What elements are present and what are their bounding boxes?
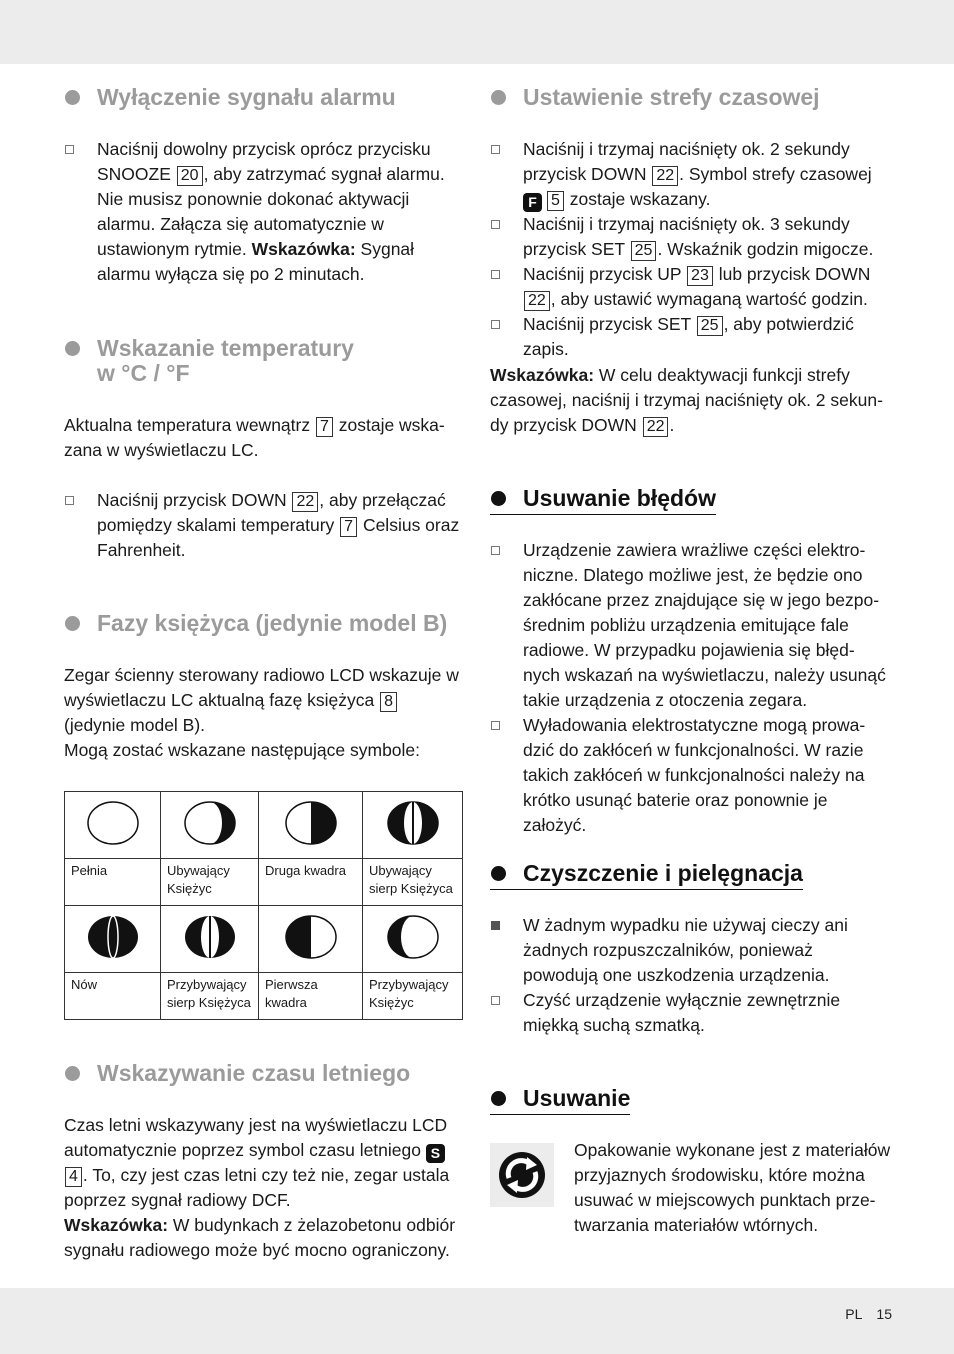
page-footer [831, 1306, 892, 1322]
note-paragraph: Wskazówka: W celu deaktywacji funkcji strefy czasowej, naciśnij i trzymaj naciśnięty ok. 2 sekun- dy przycisk DOWN 22 . [490, 365, 883, 435]
moon-label: Ubywający Księżyc [161, 859, 259, 906]
moon-label: Pierwsza kwadra [259, 973, 363, 1020]
list [490, 913, 890, 1038]
reference-number: 25 [697, 316, 723, 336]
page-number: 15 [876, 1306, 892, 1322]
reference-number: 4 [65, 1167, 82, 1187]
section-title: Wskazanie temperatury w °C / °F [64, 336, 464, 386]
list [490, 137, 890, 362]
waxing-gibbous-icon [386, 914, 440, 960]
checkbox-bullet-icon [491, 546, 500, 555]
moon-phase-table [64, 791, 463, 1020]
new-moon-icon [86, 914, 140, 960]
list [490, 538, 890, 838]
language-code: PL [845, 1306, 863, 1322]
section-title: Ustawienie strefy czasowej [490, 85, 890, 110]
moon-label: Nów [65, 973, 161, 1020]
moon-label: Ubywający sierp Księżyca [363, 859, 463, 906]
section-title: Wskazywanie czasu letniego [64, 1061, 464, 1086]
bullet-dot-icon [65, 1066, 80, 1081]
waning-gibbous-icon [183, 800, 237, 846]
bullet-dot-icon [65, 341, 80, 356]
reference-number: 22 [524, 291, 550, 311]
bullet-dot-icon [65, 616, 80, 631]
reference-number: 23 [687, 266, 713, 286]
section-summer-time [64, 1061, 464, 1086]
full-moon-icon [86, 800, 140, 846]
list-item: Urządzenie zawiera wrażliwe części elektro- niczne. Dlatego możliwe jest, że będzie ono zakłócane przez znajdujące się w jego bezpo- średnim pobliżu urządzenia emitujące fale radiowe. W przypadku pojawienia się błęd- nych wskazań na wyświetlaczu, należy usunąć takie urządzenia z otoczenia zegara. [490, 538, 890, 713]
section-moon-phases [64, 611, 464, 636]
reference-number: 22 [643, 417, 669, 437]
time-zone-symbol: F [523, 193, 542, 212]
filled-square-bullet-icon [491, 921, 500, 930]
waning-crescent-icon [386, 800, 440, 846]
disposal-text: Opakowanie wykonane jest z materiałów przyjaznych środowisku, które można usuwać w miejscowych punktach prze- twarzania materiałów wtórnych. [574, 1140, 891, 1235]
section-time-zone [490, 85, 890, 110]
section-title: Fazy księżyca (jedynie model B) [64, 611, 464, 636]
bullet-dot-icon [65, 90, 80, 105]
list-item: Naciśnij przycisk SET 25 , aby potwierdzić zapis. [490, 312, 890, 362]
section-title: Czyszczenie i pielęgnacja [490, 861, 803, 890]
reference-number: 25 [631, 241, 657, 261]
paragraph: Czas letni wskazywany jest na wyświetlaczu LCD automatycznie poprzez symbol czasu letniego S4 . To, czy jest czas letni czy też nie, zegar ustala poprzez sygnał radiowy DCF. Wskazówka: W budynkach z żelazobetonu odbiór sygnału radiowego może być mocno ograniczony. [64, 1115, 456, 1260]
bullet-dot-icon [491, 491, 506, 506]
checkbox-bullet-icon [491, 270, 500, 279]
summer-time-symbol: S [426, 1144, 445, 1163]
bullet-dot-icon [491, 90, 506, 105]
first-quarter-icon [284, 914, 338, 960]
checkbox-bullet-icon [491, 220, 500, 229]
bullet-dot-icon [491, 1091, 506, 1106]
paragraph: Zegar ścienny sterowany radiowo LCD wskazuje w wyświetlaczu LC aktualną fazę księżyca 8 (jedynie model B). Mogą zostać wskazane następujące symbole: [64, 665, 459, 760]
section-disposal [490, 1086, 890, 1115]
reference-number: 8 [380, 692, 397, 712]
list-item: Naciśnij dowolny przycisk oprócz przycisku SNOOZE 20 , aby zatrzymać sygnał alarmu. Nie musisz ponownie dokonać aktywacji alarmu. Załącza się automatycznie w ustawionym rytmie. Wskazówka: Sygnał alarmu wyłącza się po 2 minutach. [64, 137, 464, 287]
checkbox-bullet-icon [491, 145, 500, 154]
paragraph: Aktualna temperatura wewnątrz 7 zostaje wska- zana w wyświetlaczu LC. [64, 415, 445, 460]
list-item: Czyść urządzenie wyłącznie zewnętrznie miękką suchą szmatką. [490, 988, 890, 1038]
section-title: Usuwanie [490, 1086, 630, 1115]
moon-label: Pełnia [65, 859, 161, 906]
checkbox-bullet-icon [491, 996, 500, 1005]
header-band [0, 0, 954, 64]
moon-label: Druga kwadra [259, 859, 363, 906]
footer-band [0, 1288, 954, 1354]
waxing-crescent-icon [183, 914, 237, 960]
list-item: Naciśnij przycisk DOWN 22 , aby przełączać pomiędzy skalami temperatury 7 Celsius oraz Fahrenheit. [64, 488, 464, 563]
reference-number: 5 [547, 191, 564, 211]
section-temperature [64, 336, 464, 386]
reference-number: 7 [340, 517, 357, 537]
list-item: Naciśnij i trzymaj naciśnięty ok. 2 sekundy przycisk DOWN 22 . Symbol strefy czasowej F 5 zostaje wskazany. [490, 137, 890, 212]
section-alarm-off [64, 85, 464, 110]
checkbox-bullet-icon [65, 496, 74, 505]
reference-number: 7 [316, 417, 333, 437]
list-item: W żadnym wypadku nie używaj cieczy ani żadnych rozpuszczalników, ponieważ powodują one uszkodzenia urządzenia. [490, 913, 890, 988]
checkbox-bullet-icon [491, 320, 500, 329]
moon-label: Przybywający sierp Księżyca [161, 973, 259, 1020]
reference-number: 20 [177, 166, 203, 186]
list-item: Wyładowania elektrostatyczne mogą prowa- dzić do zakłóceń w funkcjonalności. W razie takich zakłóceń w funkcjonalności należy na krótko usunąć baterie oraz ponownie je założyć. [490, 713, 890, 838]
section-cleaning [490, 861, 890, 890]
list-item: Naciśnij i trzymaj naciśnięty ok. 3 sekundy przycisk SET 25 . Wskaźnik godzin migocze. [490, 212, 890, 262]
recycling-symbol-icon [490, 1143, 554, 1207]
moon-label: Przybywający Księżyc [363, 973, 463, 1020]
reference-number: 22 [292, 492, 318, 512]
checkbox-bullet-icon [65, 145, 74, 154]
section-title: Usuwanie błędów [490, 486, 716, 515]
section-troubleshooting [490, 486, 890, 515]
reference-number: 22 [652, 166, 678, 186]
list-item: Naciśnij przycisk UP 23 lub przycisk DOWN 22 , aby ustawić wymaganą wartość godzin. [490, 262, 890, 312]
section-title: Wyłączenie sygnału alarmu [64, 85, 464, 110]
checkbox-bullet-icon [491, 721, 500, 730]
last-quarter-icon [284, 800, 338, 846]
bullet-dot-icon [491, 866, 506, 881]
